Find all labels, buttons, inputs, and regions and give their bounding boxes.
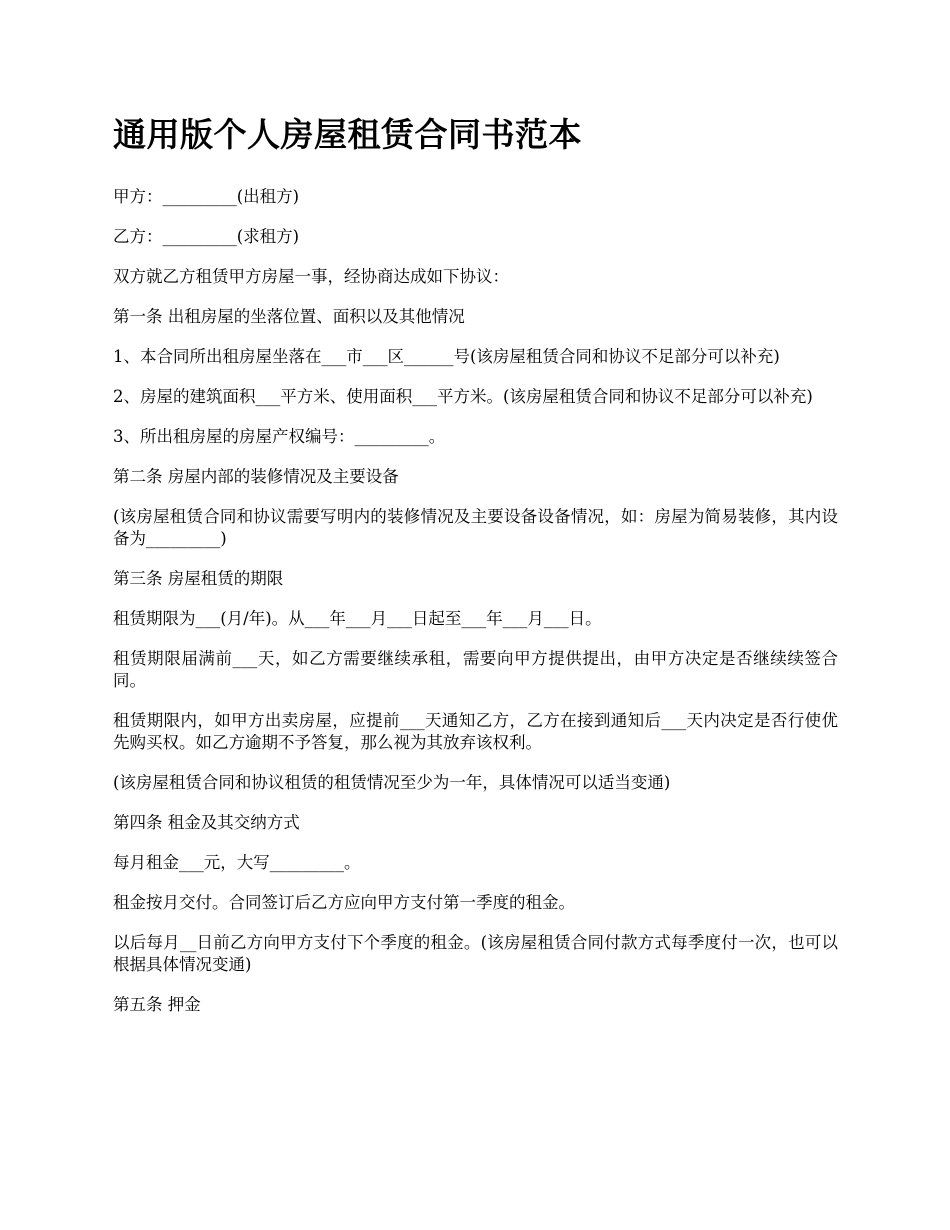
document-title: 通用版个人房屋租赁合同书范本 [113, 115, 582, 154]
subsequent-payment-clause: 以后每月__日前乙方向甲方支付下个季度的租金。(该房屋租赁合同付款方式每季度付一次，也可以根据具体情况变通) [113, 933, 838, 974]
article-3-note: (该房屋租赁合同和协议租赁的租赁情况至少为一年，具体情况可以适当变通) [113, 773, 671, 792]
party-a-line: 甲方：_________(出租方) [113, 187, 300, 206]
article-5-heading: 第五条 押金 [113, 995, 201, 1014]
article-1-clause-3: 3、所出租房屋的房屋产权编号：_________。 [113, 427, 446, 446]
lease-term-line: 租赁期限为___(月/年)。从___年___月___日起至___年___月___日。 [113, 609, 602, 628]
lease-renewal-clause: 租赁期限届满前___天，如乙方需要继续承租，需要向甲方提供提出，由甲方决定是否继续续签合同。 [113, 649, 838, 690]
article-1-heading: 第一条 出租房屋的坐落位置、面积以及其他情况 [113, 307, 465, 326]
preemption-clause: 租赁期限内，如甲方出卖房屋，应提前___天通知乙方，乙方在接到通知后___天内决定是否行使优先购买权。如乙方逾期不予答复，那么视为其放弃该权利。 [113, 711, 838, 752]
preamble: 双方就乙方租赁甲方房屋一事，经协商达成如下协议： [113, 267, 509, 286]
article-3-heading: 第三条 房屋租赁的期限 [113, 569, 284, 588]
rent-payment-clause: 租金按月交付。合同签订后乙方应向甲方支付第一季度的租金。 [113, 893, 575, 912]
article-2-note: (该房屋租赁合同和协议需要写明内的装修情况及主要设备设备情况，如：房屋为简易装修，其内设备为_________) [113, 507, 838, 548]
article-1-clause-1: 1、本合同所出租房屋坐落在___市___区______号(该房屋租赁合同和协议不足部分可以补充) [113, 347, 780, 366]
party-b-line: 乙方：_________(求租方) [113, 227, 300, 246]
article-4-heading: 第四条 租金及其交纳方式 [113, 813, 300, 832]
monthly-rent-line: 每月租金___元，大写_________。 [113, 853, 361, 872]
article-2-heading: 第二条 房屋内部的装修情况及主要设备 [113, 467, 399, 486]
document-page [113, 110, 838, 1034]
article-1-clause-2: 2、房屋的建筑面积___平方米、使用面积___平方米。(该房屋租赁合同和协议不足部分可以补充) [113, 387, 813, 406]
